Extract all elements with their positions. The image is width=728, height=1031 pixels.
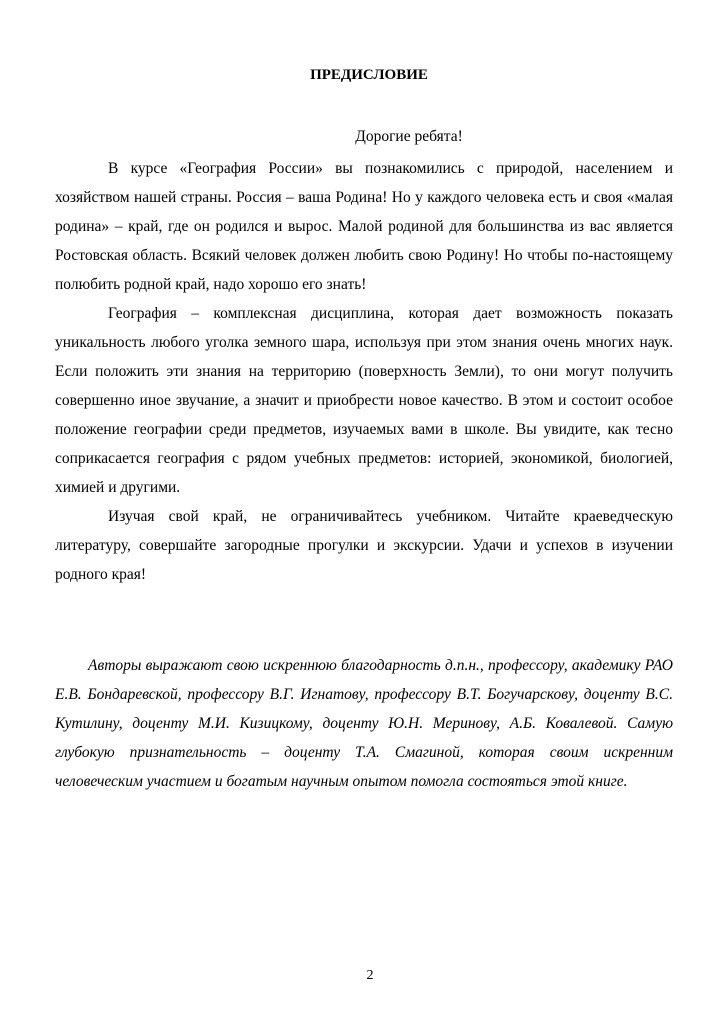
- paragraph: В курсе «География России» вы познакомились с природой, населением и хозяйством нашей страны. Россия – ваша Родина! Но у каждого человека есть и своя «малая родина» – край, где он родился и вырос. Малой родиной для большинства из вас является Ростовская область. Всякий человек должен любить свою Родину! Но чтобы по-настоящему полюбить родной край, надо хорошо его знать!: [55, 160, 673, 293]
- acknowledgement: Авторы выражают свою искреннюю благодарность д.п.н., профессору, академику РАО Е.В. Бондаревской, профессору В.Г. Игнатову, профессору В.Т. Богучарскову, доценту В.С. Кутилину, доценту М.И. Кизицкому, доценту Ю.Н. Меринову, А.Б. Ковалевой. Самую глубокую признательность – доценту Т.А. Смагиной, которая своим искренним человеческим участием и богатым научным опытом помогла состояться этой книге.: [55, 657, 673, 790]
- body-text: [55, 154, 673, 589]
- paragraph: География – комплексная дисциплина, которая дает возможность показать уникальность любого уголка земного шара, используя при этом знания очень многих наук. Если положить эти знания на территорию (поверхность Земли), то они могут получить совершенно иное звучание, а значит и приобрести новое качество. В этом и состоит особое положение географии среди предметов, изучаемых вами в школе. Вы увидите, как тесно соприкасается география с рядом учебных предметов: историей, экономикой, биологией, химией и другими.: [55, 305, 673, 496]
- page-title: ПРЕДИСЛОВИЕ: [310, 67, 428, 83]
- page-number: 2: [366, 968, 374, 983]
- salutation: Дорогие ребята!: [355, 128, 463, 145]
- paragraph: Изучая свой край, не ограничивайтесь учебником. Читайте краеведческую литературу, совершайте загородные прогулки и экскурсии. Удачи и успехов в изучении родного края!: [55, 508, 673, 583]
